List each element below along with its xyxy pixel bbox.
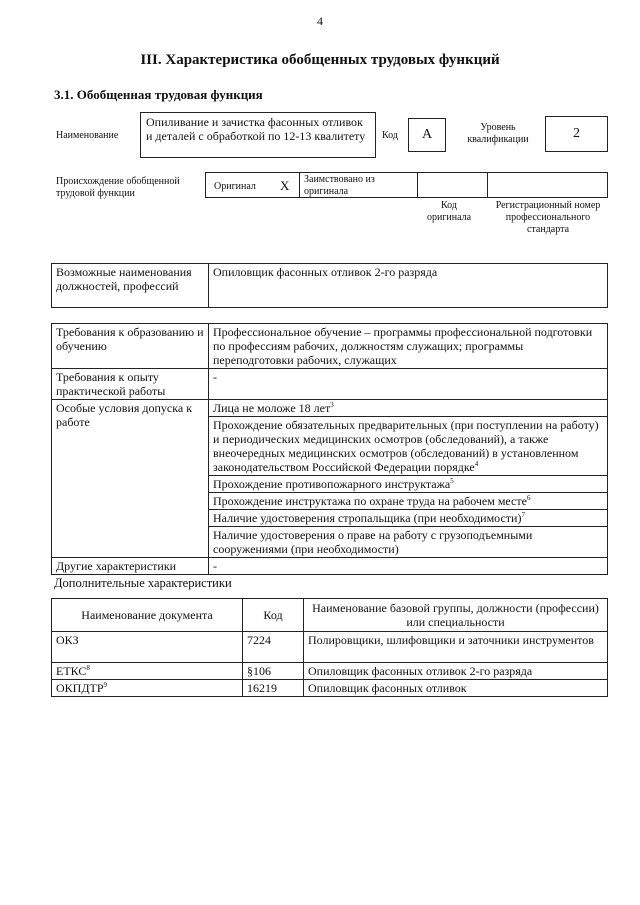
education-value: Профессиональное обучение – программы профессиональной подготовки по профессиям рабочих, должностям служащих; программы переподготовки рабочих, служащих <box>209 324 608 369</box>
other-label: Другие характеристики <box>52 558 209 575</box>
code-value-box <box>408 118 446 152</box>
positions-table <box>51 263 608 308</box>
condition-item: Наличие удостоверения о праве на работу с грузоподъемными сооружениями (при необходимости) <box>209 527 608 558</box>
row-code: 7224 <box>243 632 304 663</box>
code-original-label: Код оригинала <box>426 200 472 223</box>
other-value: - <box>209 558 608 575</box>
additional-table <box>51 598 608 697</box>
section-title: III. Характеристика обобщенных трудовых функций <box>140 52 500 68</box>
additional-title: Дополнительные характеристики <box>54 576 232 590</box>
header-doc: Наименование документа <box>52 599 243 632</box>
borrowed-label: Заимствовано из оригинала <box>304 174 375 197</box>
row-name: Полировщики, шлифовщики и заточники инструментов <box>304 632 608 663</box>
row-doc: ОКЗ <box>52 632 243 663</box>
experience-label: Требования к опыту практической работы <box>52 369 209 400</box>
origin-divider-3 <box>487 173 488 197</box>
level-value: 2 <box>573 126 580 141</box>
code-value: А <box>421 127 433 142</box>
conditions-label: Особые условия допуска к работе <box>52 400 209 558</box>
positions-value: Опиловщик фасонных отливок 2-го разряда <box>209 264 608 308</box>
name-value: Опиливание и зачистка фасонных отливок и деталей с обработкой по 12-13 квалитету <box>146 115 366 143</box>
condition-item: Наличие удостоверения стропальщика (при необходимости)$^7$ <box>209 510 608 527</box>
original-label: Оригинал <box>214 181 256 192</box>
row-name: Опиловщик фасонных отливок 2-го разряда <box>304 663 608 680</box>
level-value-box <box>545 116 608 152</box>
name-label: Наименование <box>56 130 119 141</box>
origin-label: Происхождение обобщенной трудовой функции <box>56 176 180 199</box>
condition-item: Лица не моложе 18 лет$^3$ <box>209 400 608 417</box>
condition-item: Прохождение противопожарного инструктажа$^5$ <box>209 476 608 493</box>
origin-divider-2 <box>417 173 418 197</box>
header-code: Код <box>243 599 304 632</box>
row-doc: ЕТКС$^8$ <box>52 663 243 680</box>
positions-label: Возможные наименования должностей, профессий <box>52 264 209 308</box>
requirements-table <box>51 323 608 575</box>
code-label: Код <box>382 130 398 141</box>
education-label: Требования к образованию и обучению <box>52 324 209 369</box>
original-mark: Х <box>280 178 290 193</box>
subsection-title: 3.1. Обобщенная трудовая функция <box>54 87 263 102</box>
row-doc: ОКПДТР$^9$ <box>52 680 243 697</box>
reg-number-label: Регистрационный номер профессионального стандарта <box>495 200 601 235</box>
origin-table <box>205 172 608 198</box>
row-code: §106 <box>243 663 304 680</box>
level-label: Уровень квалификации <box>467 122 529 145</box>
header-name: Наименование базовой группы, должности (профессии) или специальности <box>304 599 608 632</box>
condition-item: Прохождение обязательных предварительных (при поступлении на работу) и периодических медицинских осмотров (обследований), а также внеочередных медицинских осмотров (обследований) в установленном законодательством Российской Федерации порядке$^4$ <box>209 417 608 476</box>
page-number: 4 <box>317 14 323 28</box>
name-value-box <box>140 112 376 158</box>
experience-value: - <box>209 369 608 400</box>
condition-item: Прохождение инструктажа по охране труда на рабочем месте$^6$ <box>209 493 608 510</box>
origin-divider-1 <box>299 173 300 197</box>
row-name: Опиловщик фасонных отливок <box>304 680 608 697</box>
row-code: 16219 <box>243 680 304 697</box>
